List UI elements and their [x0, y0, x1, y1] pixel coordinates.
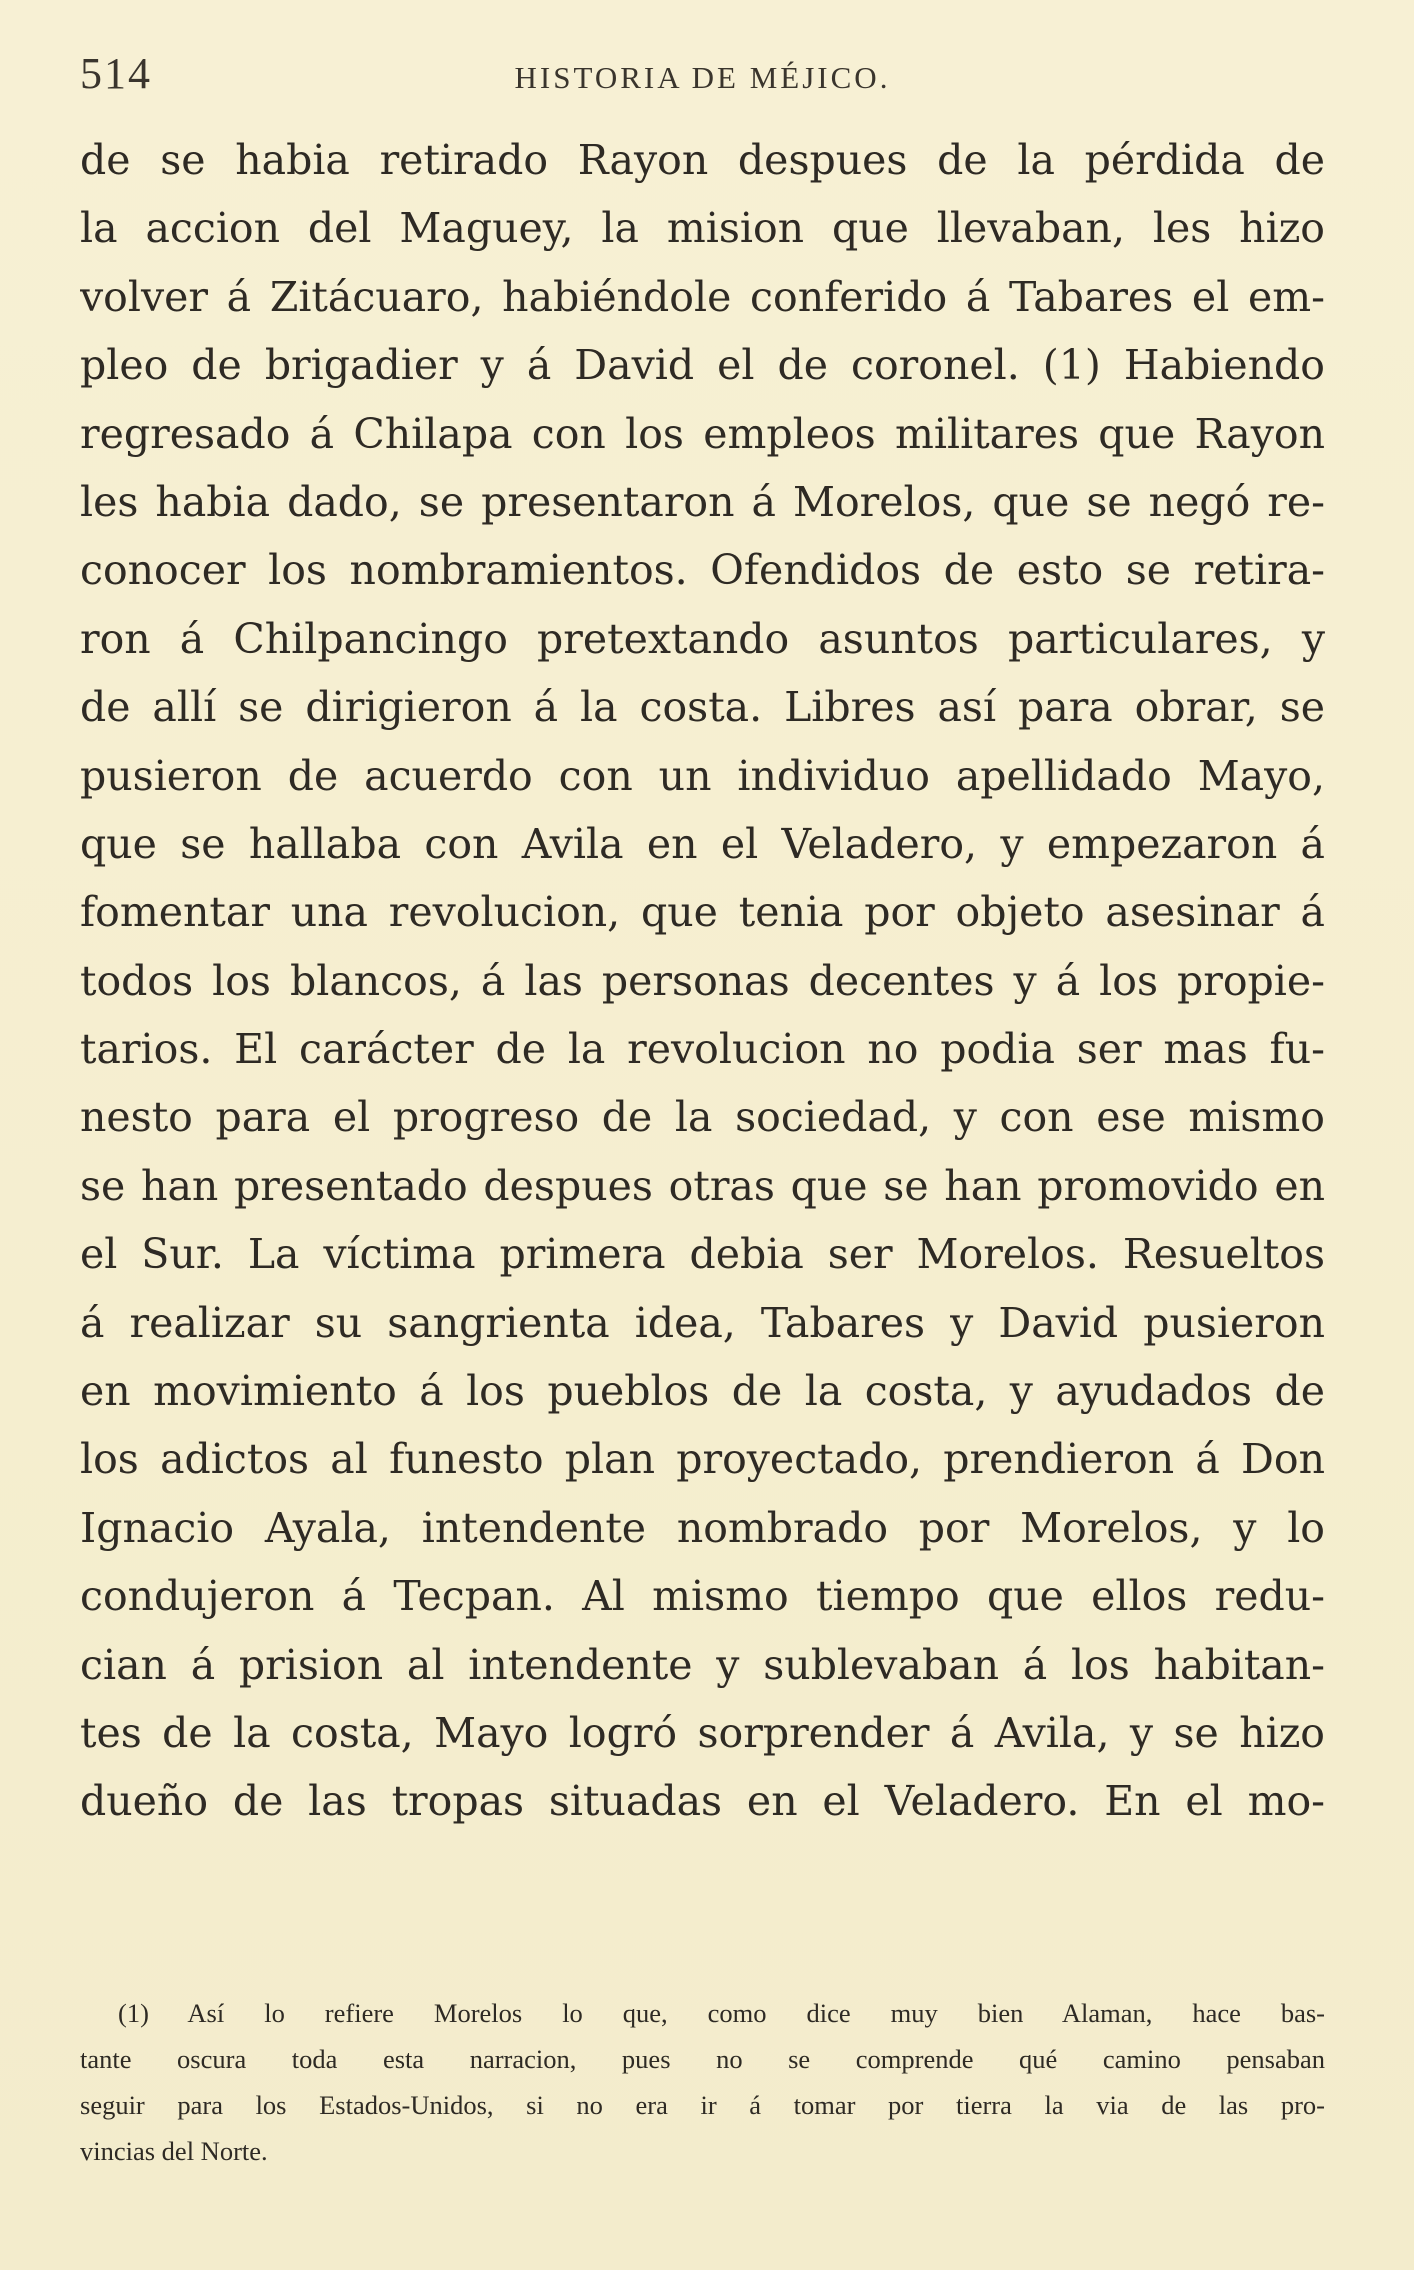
running-head: HISTORIA DE MÉJICO.: [514, 60, 891, 95]
text-line: tes de la costa, Mayo logró sorprender á Avila, y se hizo: [80, 1708, 1325, 1757]
text-line: tarios. El carácter de la revolucion no podia ser mas fu-: [80, 1025, 1325, 1074]
text-line: condujeron á Tecpan. Al mismo tiempo que ellos redu-: [80, 1572, 1325, 1621]
text-line: ron á Chilpancingo pretextando asuntos particulares, y: [80, 614, 1325, 663]
text-line: pleo de brigadier y á David el de coronel. (1) Habiendo: [80, 341, 1325, 390]
text-line: de se habia retirado Rayon despues de la pérdida de: [80, 136, 1325, 184]
text-line: cian á prision al intendente y sublevaban á los habitan-: [80, 1640, 1325, 1689]
text-line: fomentar una revolucion, que tenia por objeto asesinar á: [80, 888, 1325, 937]
footnote-line: tante oscura toda esta narracion, pues no se comprende qué camino pensaban: [80, 2044, 1325, 2074]
page-header: [80, 48, 1325, 108]
text-line: nesto para el progreso de la sociedad, y con ese mismo: [80, 1093, 1325, 1142]
footnote-line: vincias del Norte.: [80, 2136, 268, 2166]
text-line: los adictos al funesto plan proyectado, prendieron á Don: [80, 1435, 1325, 1484]
text-line: conocer los nombramientos. Ofendidos de esto se retira-: [80, 546, 1325, 595]
body-text: [80, 126, 1325, 1836]
text-line: de allí se dirigieron á la costa. Libres así para obrar, se: [80, 683, 1325, 732]
text-line: regresado á Chilapa con los empleos militares que Rayon: [80, 409, 1325, 458]
text-line: pusieron de acuerdo con un individuo apellidado Mayo,: [80, 751, 1325, 800]
text-line: volver á Zitácuaro, habiéndole conferido á Tabares el em-: [80, 272, 1325, 321]
text-line: el Sur. La víctima primera debia ser Morelos. Resueltos: [80, 1230, 1325, 1279]
footnote-line: (1) Así lo refiere Morelos lo que, como dice muy bien Alaman, hace bas-: [118, 1998, 1325, 2028]
text-line: la accion del Maguey, la mision que llevaban, les hizo: [80, 204, 1325, 253]
text-line: dueño de las tropas situadas en el Veladero. En el mo-: [80, 1777, 1325, 1826]
text-line: á realizar su sangrienta idea, Tabares y David pusieron: [80, 1298, 1325, 1347]
text-line: se han presentado despues otras que se han promovido en: [80, 1161, 1325, 1210]
text-line: en movimiento á los pueblos de la costa, y ayudados de: [80, 1367, 1325, 1416]
text-line: que se hallaba con Avila en el Veladero, y empezaron á: [80, 819, 1325, 868]
footnote: [80, 1990, 1325, 2174]
page-number: 514: [80, 49, 152, 98]
text-line: Ignacio Ayala, intendente nombrado por Morelos, y lo: [80, 1503, 1325, 1552]
footnote-line: seguir para los Estados-Unidos, si no era ir á tomar por tierra la via de las pro-: [80, 2090, 1325, 2120]
text-line: todos los blancos, á las personas decentes y á los propie-: [80, 956, 1325, 1005]
text-line: les habia dado, se presentaron á Morelos, que se negó re-: [80, 477, 1325, 526]
